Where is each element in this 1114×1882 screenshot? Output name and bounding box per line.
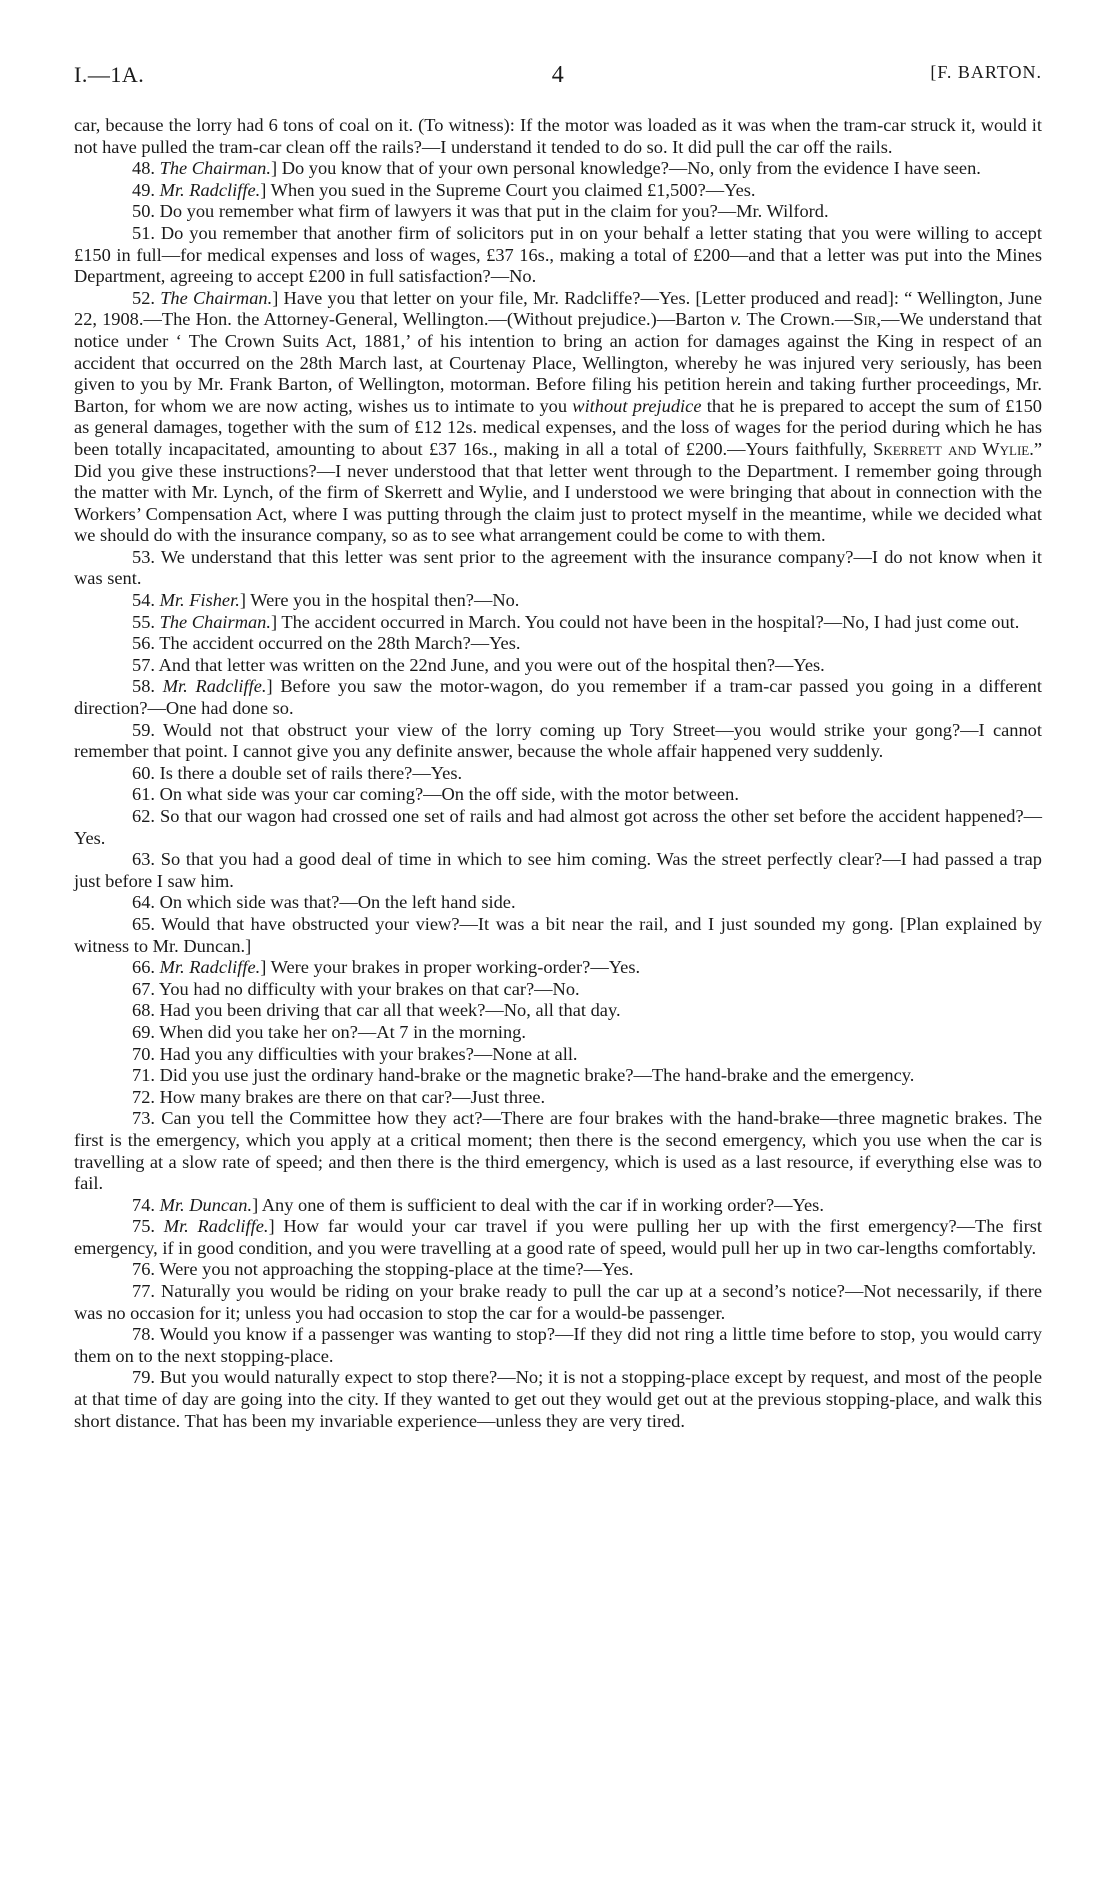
paragraph: [74, 676, 1042, 719]
paragraph: [74, 590, 1042, 612]
text-run: 57. And that letter was written on the 22nd June, and you were out of the hospital then?—Yes.: [132, 654, 825, 675]
text-run: ] Do you know that of your own personal knowledge?—No, only from the evidence I have seen.: [270, 158, 981, 179]
text-run: 63. So that you had a good deal of time in which to see him coming. Was the street perfectly clear?—I had passed a trap just before I saw him.: [74, 849, 1042, 891]
paragraph: [74, 914, 1042, 957]
paragraph: [74, 979, 1042, 1001]
paragraph: [74, 1044, 1042, 1066]
paragraph: [74, 1324, 1042, 1367]
text-run: 76. Were you not approaching the stopping-place at the time?—Yes.: [132, 1259, 634, 1280]
text-run: 59. Would not that obstruct your view of the lorry coming up Tory Street—you would strike your gong?—I cannot remember that point. I cannot give you any definite answer, because the whole affair happened very suddenly.: [74, 719, 1042, 762]
text-run: 53. We understand that this letter was sent prior to the agreement with the insurance company?—I do not know when it was sent.: [74, 546, 1042, 589]
paragraph: [74, 763, 1042, 785]
text-run: 70. Had you any difficulties with your brakes?—None at all.: [132, 1043, 578, 1064]
paragraph: [74, 720, 1042, 763]
text-run: 51. Do you remember that another firm of solicitors put in on your behalf a letter stating that you were willing to accept £150 in full—for medical expenses and loss of wages, £37 16s., making a total of £200—and that a letter was put into the Mines Department, agreeing to accept £200 in full satisfaction?—No.: [74, 222, 1042, 287]
paragraph: [74, 1367, 1042, 1432]
text-run: 62. So that our wagon had crossed one set of rails and had almost got across the other set before the accident happened?—Yes.: [74, 806, 1042, 848]
text-run: 58.: [132, 676, 163, 697]
text-run: that he is prepared to accept the sum of £150 as general damages, together with the sum of £12 12s. medical expenses, and the loss of wages for the period during which he has been totally incapacitated, amounting to about £37 16s., making in all a total of £200.—Yours faithfully,: [74, 395, 1043, 459]
paragraph: [74, 849, 1042, 892]
page-header: [74, 62, 1042, 92]
paragraph: [74, 158, 1042, 180]
text-run: ] Before you saw the motor-wagon, do you remember if a tram-car passed you going in a different direction?—One had done so.: [74, 676, 1042, 719]
text-run: ] How far would your car travel if you were pulling her up with the first emergency?—The first emergency, if in good condition, and you were travelling at a good rate of speed, would pull her up in two car-lengths comfortably.: [74, 1216, 1042, 1258]
italic-text: Mr. Radcliffe.: [159, 179, 261, 200]
paragraph: [74, 115, 1042, 158]
paragraph: [74, 957, 1042, 979]
italic-text: Mr. Radcliffe.: [162, 676, 267, 697]
text-run: ,—We understand that notice under ‘ The Crown Suits Act, 1881,’ of his intention to bring an action for damages against the King in respect of an accident that occurred on the 28th March last, at Courtenay Place, Wellington, whereby he was injured very seriously, has been given to you by Mr. Frank Barton, of Wellington, motorman. Before filing his petition herein and taking further proceedings, Mr. Barton, for whom we are now acting, wishes us to intimate to you: [74, 309, 1042, 416]
paragraph: [74, 288, 1042, 547]
text-run: 68. Had you been driving that car all that week?—No, all that day.: [132, 1000, 621, 1021]
paragraph: [74, 547, 1042, 590]
text-run: 67. You had no difficulty with your brakes on that car?—No.: [132, 978, 580, 999]
text-run: 72. How many brakes are there on that car?—Just three.: [132, 1086, 546, 1107]
paragraph: [74, 784, 1042, 806]
paragraph: [74, 1000, 1042, 1022]
page-number: 4: [551, 62, 565, 88]
paragraph: [74, 1216, 1042, 1259]
text-run: .” Did you give these instructions?—I never understood that that letter went through to the Department. I remember going through the matter with Mr. Lynch, of the firm of Skerrett and Wylie, and I understood we were bringing that about in connection with the Workers’ Compensation Act, where I was putting through the claim just to protect myself in the meantime, while we decided what we should do with the insurance company, so as to see what arrangement could be come to with them.: [74, 438, 1042, 546]
text-run: 56. The accident occurred on the 28th March?—Yes.: [132, 633, 521, 654]
paragraph: [74, 806, 1042, 849]
text-run: 69. When did you take her on?—At 7 in the morning.: [132, 1021, 526, 1042]
header-reference: I.—1A.: [74, 62, 145, 87]
italic-text: The Chairman.: [160, 287, 273, 308]
paragraph: [74, 1281, 1042, 1324]
text-run: 49.: [132, 179, 160, 200]
text-run: ] Were you in the hospital then?—No.: [239, 590, 520, 611]
italic-text: Mr. Fisher.: [159, 590, 240, 611]
text-run: ] Any one of them is sufficient to deal with the car if in working order?—Yes.: [252, 1194, 824, 1215]
text-run: 74.: [132, 1194, 160, 1215]
paragraph: [74, 1022, 1042, 1044]
text-run: 60. Is there a double set of rails there?—Yes.: [132, 762, 463, 783]
text-run: ] When you sued in the Supreme Court you claimed £1,500?—Yes.: [260, 179, 756, 200]
italic-text: The Chairman.: [159, 611, 271, 632]
text-run: 48.: [132, 158, 160, 179]
text-run: 55.: [132, 611, 160, 632]
paragraph: [74, 633, 1042, 655]
small-caps-text: Skerrett and Wylie: [873, 438, 1030, 459]
text-run: 61. On what side was your car coming?—On the off side, with the motor between.: [132, 784, 739, 805]
paragraph: [74, 1259, 1042, 1281]
paragraph: [74, 655, 1042, 677]
header-witness-name: [F. BARTON.: [930, 62, 1042, 82]
text-run: 78. Would you know if a passenger was wanting to stop?—If they did not ring a little time before to stop, you would carry them on to the next stopping-place.: [74, 1324, 1042, 1366]
text-run: 75.: [132, 1216, 164, 1237]
small-caps-text: Sir: [853, 309, 877, 330]
italic-text: v.: [730, 309, 742, 330]
paragraph: [74, 180, 1042, 202]
text-run: ] The accident occurred in March. You could not have been in the hospital?—No, I had just come out.: [270, 611, 1020, 632]
italic-text: The Chairman.: [159, 158, 271, 179]
paragraph: [74, 892, 1042, 914]
document-body: [74, 115, 1042, 1432]
paragraph: [74, 1108, 1042, 1194]
italic-text: Mr. Radcliffe.: [163, 1216, 269, 1237]
paragraph: [74, 1065, 1042, 1087]
text-run: ] Were your brakes in proper working-order?—Yes.: [260, 957, 641, 978]
paragraph: [74, 223, 1042, 288]
paragraph: [74, 1087, 1042, 1109]
text-run: The Crown.—: [741, 309, 854, 330]
text-run: 50. Do you remember what firm of lawyers it was that put in the claim for you?—Mr. Wilford.: [132, 201, 829, 222]
text-run: 66.: [132, 957, 160, 978]
text-run: car, because the lorry had 6 tons of coal on it. (To witness): If the motor was loaded as it was when the tram-car struck it, would it not have pulled the tram-car clean off the rails?—I understand it tended to do so. It did pull the car off the rails.: [74, 115, 1042, 157]
text-run: 64. On which side was that?—On the left hand side.: [132, 892, 516, 913]
italic-text: Mr. Radcliffe.: [159, 957, 261, 978]
italic-text: Mr. Duncan.: [159, 1194, 253, 1215]
text-run: ] Have you that letter on your file, Mr. Radcliffe?—Yes. [Letter produced and read]: “ Wellington, June 22, 1908.—The Hon. the Attorney-General, Wellington.—(Without prejudice.)—Barton: [74, 287, 1042, 330]
paragraph: [74, 1195, 1042, 1217]
italic-text: without prejudice: [572, 395, 702, 416]
paragraph: [74, 612, 1042, 634]
text-run: 79. But you would naturally expect to stop there?—No; it is not a stopping-place except by request, and most of the people at that time of day are going into the city. If they wanted to get out they would get out at the previous stopping-place, and walk this short distance. That has been my invariable experience—unless they are very tired.: [74, 1367, 1042, 1431]
paragraph: [74, 201, 1042, 223]
text-run: 54.: [132, 590, 160, 611]
text-run: 73. Can you tell the Committee how they act?—There are four brakes with the hand-brake—three magnetic brakes. The first is the emergency, which you apply at a critical moment; then there is the second emergency, which you use when the car is travelling at a slow rate of speed; and then there is the third emergency, which is used as a last resource, if everything else was to fail.: [74, 1108, 1042, 1194]
text-run: 52.: [132, 287, 161, 308]
text-run: 77. Naturally you would be riding on your brake ready to pull the car up at a second’s notice?—Not necessarily, if there was no occasion for it; unless you had occasion to stop the car for a would-be passenger.: [74, 1281, 1042, 1323]
text-run: 71. Did you use just the ordinary hand-brake or the magnetic brake?—The hand-brake and the emergency.: [132, 1065, 915, 1086]
text-run: 65. Would that have obstructed your view?—It was a bit near the rail, and I just sounded my gong. [Plan explained by witness to Mr. Duncan.]: [74, 913, 1042, 956]
